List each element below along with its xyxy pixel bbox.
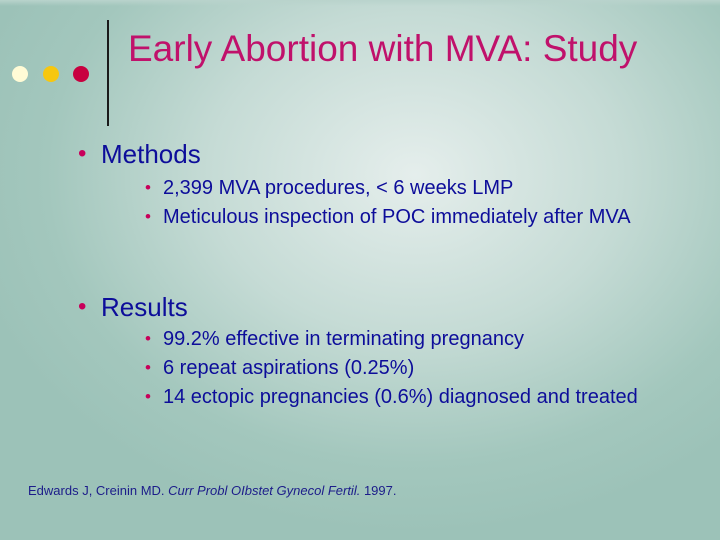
list-item <box>145 386 685 408</box>
list-item <box>145 357 685 379</box>
bullet-marker: • <box>145 329 151 348</box>
list-item-text: Meticulous inspection of POC immediately after MVA <box>163 206 631 228</box>
bullet-marker: • <box>78 140 87 167</box>
list-item-text: 99.2% effective in terminating pregnancy <box>163 328 524 350</box>
bullet-marker: • <box>145 178 151 197</box>
list-item <box>145 177 685 199</box>
bullet-marker: • <box>145 207 151 226</box>
list-item <box>145 206 685 228</box>
list-item-text: 14 ectopic pregnancies (0.6%) diagnosed and treated <box>163 386 638 408</box>
decorative-dot-yellow <box>43 66 59 82</box>
bullet-marker: • <box>145 358 151 377</box>
list-item-text: 6 repeat aspirations (0.25%) <box>163 357 415 379</box>
top-edge-shading <box>0 0 720 6</box>
citation-year: 1997. <box>360 483 397 498</box>
slide-title: Early Abortion with MVA: Study <box>128 28 638 69</box>
list-item <box>145 328 685 350</box>
citation-authors: Edwards J, Creinin MD. <box>28 483 169 498</box>
bullet-marker: • <box>145 387 151 406</box>
title-divider-line <box>107 20 109 126</box>
section-heading-label: Methods <box>101 139 201 169</box>
citation <box>28 483 396 498</box>
decorative-dot-cream <box>12 66 28 82</box>
citation-journal: Curr Probl OIbstet Gynecol Fertil. <box>168 483 361 498</box>
list-item-text: 2,399 MVA procedures, < 6 weeks LMP <box>163 177 514 199</box>
decorative-dot-red <box>73 66 89 82</box>
bullet-marker: • <box>78 293 87 320</box>
section-heading-label: Results <box>101 292 188 322</box>
